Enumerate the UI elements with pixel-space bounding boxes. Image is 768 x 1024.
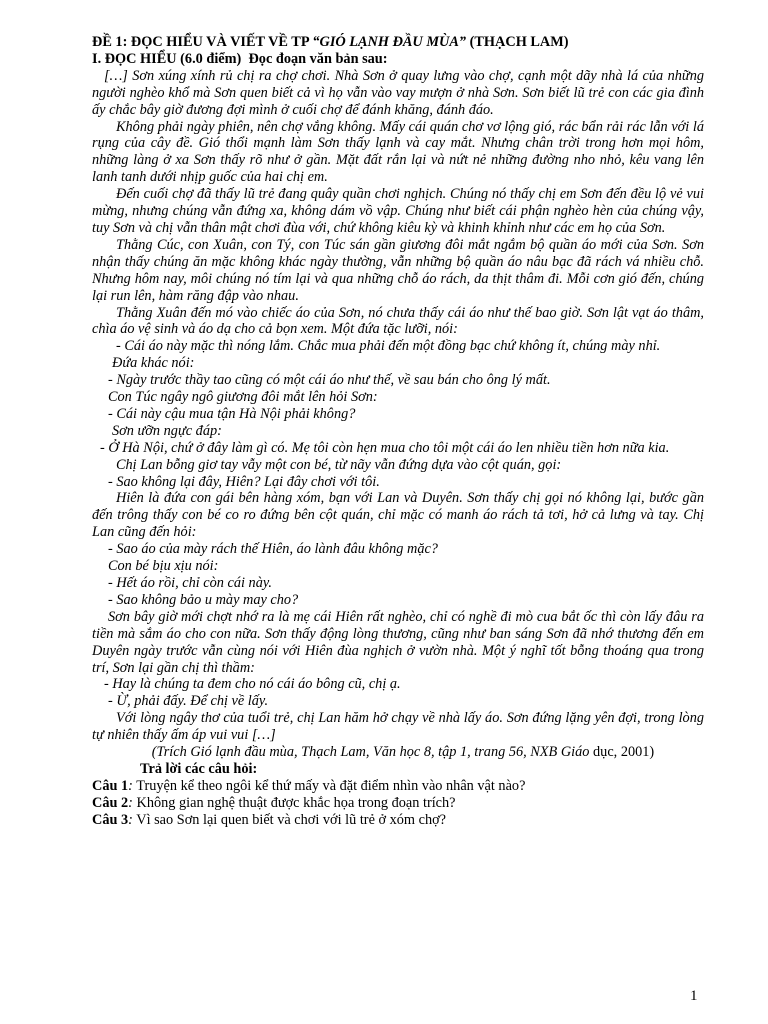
question-3 <box>92 812 704 829</box>
question-colon: : <box>128 777 133 794</box>
story-excerpt <box>92 68 704 744</box>
question-text: Vì sao Sơn lại quen biết và chơi với lũ trẻ ở xóm chợ? <box>132 811 447 828</box>
document-content <box>92 34 704 829</box>
story-paragraph: Với lòng ngây thơ của tuổi trẻ, chị Lan hăm hở chạy về nhà lấy áo. Sơn đứng lặng yên đợi, trong lòng tự nhiên thấy ấm áp vui vui […] <box>92 710 704 744</box>
question-colon: : <box>128 811 133 828</box>
story-paragraph: […] Sơn xúng xính rủ chị ra chợ chơi. Nhà Sơn ở quay lưng vào chợ, cạnh một dãy nhà lá của những người nghèo khổ mà Sơn quen biết cả vì họ vẫn vào vay mượn ở nhà Sơn. Sơn biết lũ trẻ con các gia đình ấy chắc bây giờ đương đợi mình ở cuối chợ để đánh khăng, đánh đáo. <box>92 67 704 118</box>
story-paragraph: Không phải ngày phiên, nên chợ vắng không. Mấy cái quán chơ vơ lộng gió, rác bẩn rải rác lẫn với lá rụng của cây đề. Gió thổi mạnh làm Sơn thấy lạnh và cay mắt. Nhưng chân trời trong hơn mọi hôm, những làng ở xa Sơn thấy rõ như ở gần. Mặt đất rắn lại và nứt nẻ những đường nho nhỏ, kêu vang lên lanh tanh dưới nhịp guốc của hai chị em. <box>92 118 704 186</box>
story-paragraph: Chị Lan bỗng giơ tay vẫy một con bé, từ nãy vẫn đứng dựa vào cột quán, gọi: <box>116 456 562 473</box>
citation-text: (Trích Gió lạnh đầu mùa, Thạch Lam, Văn học 8, tập 1, trang 56, NXB Giáo <box>151 744 590 761</box>
dialogue-line: - Hết áo rồi, chỉ còn cái này. <box>108 575 272 591</box>
title-work: “GIÓ LẠNH ĐẦU MÙA” <box>312 34 467 50</box>
question-2 <box>92 795 704 812</box>
page-number: 1 <box>690 988 698 1004</box>
story-paragraph: Đến cuối chợ đã thấy lũ trẻ đang quây quần chơi nghịch. Chúng nó thấy chị em Sơn đến đều lộ vẻ vui mừng, nhưng chúng vẫn đứng xa, không dám vồ vập. Chúng như biết cái phận nghèo hèn của chúng vậy, tuy Sơn và chị vẫn thân mật chơi đùa với, chứ không kiêu kỳ và khinh khỉnh như các em họ của Sơn. <box>92 186 704 236</box>
story-paragraph: Con Túc ngây ngô giương đôi mắt lên hỏi Sơn: <box>108 389 378 406</box>
story-paragraph: Hiên là đứa con gái bên hàng xóm, bạn với Lan và Duyên. Sơn thấy chị gọi nó không lại, bước gần đến trông thấy con bé co ro đứng bên cột quán, chỉ mặc có manh áo rách tả tơi, hở cả lưng và tay. Chị Lan cũng đến hỏi: <box>92 490 704 541</box>
story-paragraph: Thằng Xuân đến mó vào chiếc áo của Sơn, nó chưa thấy cái áo như thế bao giờ. Sơn lật vạt áo thâm, chìa áo vệ sinh và áo dạ cho cả bọn xem. Một đứa tặc lưỡi, nói: <box>92 304 704 338</box>
dialogue-line: - Ngày trước thầy tao cũng có một cái áo như thế, về sau bán cho ông lý mất. <box>108 372 551 389</box>
section-instruction: Đọc đoạn văn bản sau: <box>248 50 388 67</box>
story-paragraph: Sơn bây giờ mới chợt nhớ ra là mẹ cái Hiên rất nghèo, chỉ có nghề đi mò cua bắt ốc thì còn lấy đâu ra tiền mà sắm áo cho con nữa. Sơn thấy động lòng thương, cũng như ban sáng Sơn đã nhớ thương đến em Duyên ngày trước vẫn cùng nói với Hiên đùa nghịch ở vườn nhà. Một ý nghĩ tốt bỗng thoáng qua trong trí, Sơn lại gần chị thì thầm: <box>92 608 704 676</box>
dialogue-line: - Sao không lại đây, Hiên? Lại đây chơi với tôi. <box>108 473 380 490</box>
story-paragraph: Sơn ưỡn ngực đáp: <box>112 422 222 439</box>
exam-title <box>92 34 704 51</box>
title-suffix: (THẠCH LAM) <box>466 34 569 50</box>
dialogue-line: - Sao không bảo u mày may cho? <box>108 591 299 608</box>
story-paragraph: Thằng Cúc, con Xuân, con Tý, con Túc sán gần giương đôi mắt ngắm bộ quần áo mới của Sơn. Sơn nhận thấy chúng ăn mặc không khác ngày thường, vẫn những bộ quần áo nâu bạc đã rách vá nhiều chỗ. Nhưng hôm nay, môi chúng nó tím lại và qua những chỗ áo rách, da thịt thâm đi. Mỗi cơn gió đến, chúng lại run lên, hàm răng đập vào nhau. <box>92 236 704 304</box>
section-heading <box>92 51 704 68</box>
section-title: I. ĐỌC HIỂU (6.0 điểm) <box>92 50 242 67</box>
title-prefix: ĐỀ 1: ĐỌC HIỂU VÀ VIẾT VỀ TP <box>92 34 313 50</box>
dialogue-line: - Cái áo này mặc thì nóng lắm. Chắc mua phải đến một đồng bạc chứ không ít, chúng mày nhỉ. <box>116 338 661 355</box>
question-text: Không gian nghệ thuật được khắc họa trong đoạn trích? <box>132 794 456 811</box>
question-colon: : <box>128 794 133 811</box>
story-paragraph: Đứa khác nói: <box>112 355 195 372</box>
question-label: Câu 2 <box>92 794 129 811</box>
question-text: Truyện kể theo ngôi kể thứ mấy và đặt điểm nhìn vào nhân vật nào? <box>132 777 526 794</box>
dialogue-line: - Ở Hà Nội, chứ ở đây làm gì có. Mẹ tôi còn hẹn mua cho tôi một cái áo len nhiều tiền hơn nữa kia. <box>100 439 670 456</box>
question-label: Câu 3 <box>92 811 129 828</box>
answers-heading: Trả lời các câu hỏi: <box>140 760 258 777</box>
dialogue-line: - Ừ, phải đấy. Để chị về lấy. <box>108 693 269 710</box>
citation-tail: dục, 2001) <box>589 744 655 761</box>
story-paragraph: Con bé bịu xịu nói: <box>108 558 219 575</box>
dialogue-line: - Hay là chúng ta đem cho nó cái áo bông cũ, chị ạ. <box>104 676 401 693</box>
dialogue-line: - Sao áo của mày rách thế Hiên, áo lành đâu không mặc? <box>108 541 438 558</box>
question-label: Câu 1 <box>92 777 129 794</box>
source-citation <box>92 744 704 761</box>
question-1 <box>92 778 704 795</box>
dialogue-line: - Cái này cậu mua tận Hà Nội phải không? <box>108 405 356 422</box>
